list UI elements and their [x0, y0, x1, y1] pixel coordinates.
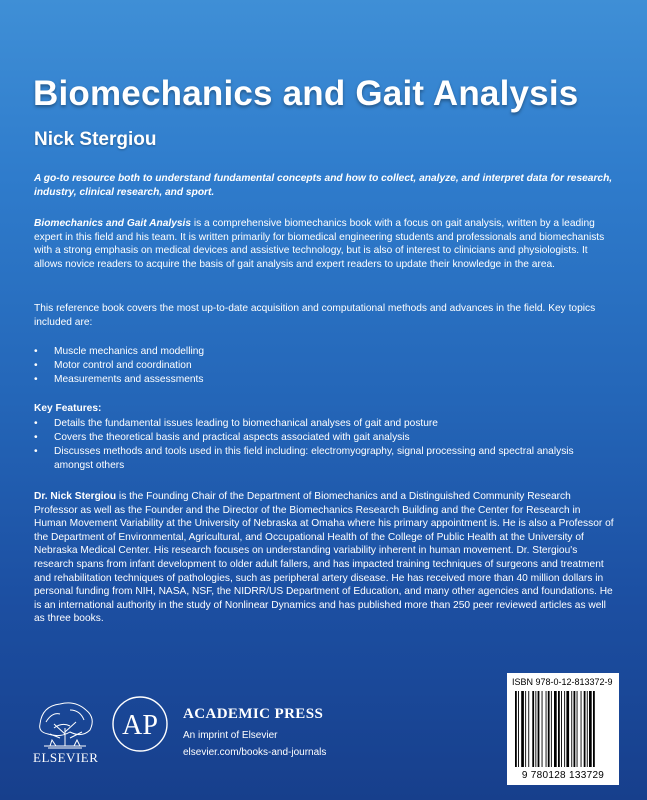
list-item: • Discusses methods and tools used in this field including: electromyography, signal processing and spectral analysis amongst others — [34, 445, 609, 473]
barcode-number: 9 780128 133729 — [521, 770, 605, 781]
key-features-list — [34, 417, 609, 473]
academic-press-logo — [110, 694, 170, 754]
ap-logo-letters: AP — [122, 710, 158, 741]
bio-body: is the Founding Chair of the Department of Biomechanics and a Distinguished Community Research Professor as well as the Founder and the Director of the Biomechanics Research Building and the Center for Research in Human Movement Variability at the University of Nebraska at Omaha where his primary appointment is. He is also a Professor of the Department of Environmental, Agricultural, and Occupational Health of the College of Public Health at the University of Nebraska Medical Center. His research focuses on understanding variability inherent in human movement. Dr. Stergiou's research spans from infant development to older adult fallers, and has impacted training techniques of surgeons and treatment and rehabilitation techniques of pathologies, such as peripheral artery disease. He has received more than 40 million dollars in personal funding from NIH, NASA, NSF, the NIDRR/US Department of Education, and many other agencies and foundations. He is an international authority in the study of Nonlinear Dynamics and has published more than 250 peer reviewed articles as well as three books. — [34, 491, 614, 625]
isbn-barcode — [507, 673, 619, 785]
author-name: Nick Stergiou — [34, 129, 157, 150]
barcode-bars — [513, 691, 613, 769]
description-body: is a comprehensive biomechanics book with a focus on gait analysis, written by a leading expert in this field and his team. It is written primarily for biomedical engineering students and professionals and biomechanists with a strong emphasis on medical devices and assistive technology, but is also of interest to clinicians and physiologists. It allows novice readers to acquire the basis of gait analysis and expert readers to update their knowledge in the area. — [34, 218, 605, 270]
list-item: • Covers the theoretical basis and practical aspects associated with gait analysis — [34, 431, 609, 445]
book-title: Biomechanics and Gait Analysis — [33, 74, 579, 113]
key-features-heading: Key Features: — [34, 403, 102, 414]
description-lead: Biomechanics and Gait Analysis — [34, 218, 192, 229]
academic-press-block — [183, 706, 326, 758]
list-item: • Details the fundamental issues leading to biomechanical analyses of gait and posture — [34, 417, 609, 431]
imprint-line: An imprint of Elsevier — [183, 730, 278, 741]
list-item: • Motor control and coordination — [34, 359, 614, 373]
isbn-label: ISBN 978-0-12-813372-9 — [512, 677, 613, 687]
description-paragraph — [34, 217, 614, 271]
reference-paragraph: This reference book covers the most up-to-date acquisition and computational methods and advances in the field. Key topics included are: — [34, 303, 596, 328]
elsevier-wordmark: ELSEVIER — [33, 750, 99, 765]
topics-list — [34, 345, 614, 387]
list-item: • Measurements and assessments — [34, 373, 614, 387]
imprint-name: ACADEMIC PRESS — [183, 706, 324, 722]
bio-lead: Dr. Nick Stergiou — [34, 491, 117, 502]
author-bio — [34, 490, 614, 626]
list-item: • Muscle mechanics and modelling — [34, 345, 614, 359]
publisher-url: elsevier.com/books-and-journals — [183, 747, 327, 758]
tagline: A go-to resource both to understand fundamental concepts and how to collect, analyze, and interpret data for research, industry, clinical research, and sport. — [34, 173, 613, 198]
